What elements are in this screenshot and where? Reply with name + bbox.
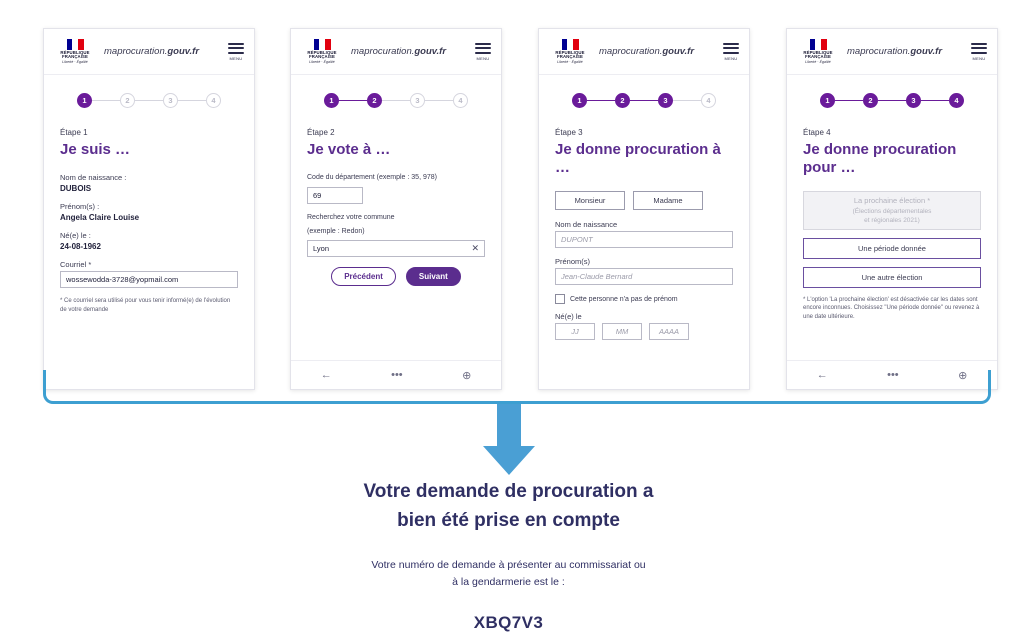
step-dot-2[interactable]: 2: [367, 93, 382, 108]
step2-body: [291, 116, 501, 286]
confirmation-heading: [299, 478, 719, 535]
hamburger-icon: [971, 43, 987, 54]
step-dot-3[interactable]: 3: [906, 93, 921, 108]
menu-label: MENU: [972, 55, 986, 61]
confirmation-heading-line2: bien été prise en compte: [397, 509, 620, 531]
menu-label: MENU: [476, 55, 490, 61]
department-input[interactable]: 69: [307, 187, 363, 204]
emblem-line2: FRANÇAISE: [309, 54, 335, 60]
step-dot-1[interactable]: 1: [572, 93, 587, 108]
phone-screen-step2: [290, 28, 502, 390]
step-line-2-3: [630, 100, 658, 102]
back-arrow-icon[interactable]: ←: [816, 369, 828, 381]
no-firstname-label: Cette personne n'a pas de prénom: [570, 295, 678, 303]
site-header: [44, 29, 254, 75]
phone-screen-step1: [43, 28, 255, 390]
option-next-election-line1: La prochaine élection *: [853, 196, 931, 205]
site-brand[interactable]: [599, 46, 694, 57]
step-dot-1[interactable]: 1: [324, 93, 339, 108]
hamburger-icon: [228, 43, 244, 54]
republique-francaise-emblem: [54, 37, 96, 66]
stepper-step3: [539, 75, 749, 116]
site-header: [291, 29, 501, 75]
mandatary-birth-label: Né(e) le: [555, 312, 582, 321]
back-arrow-icon[interactable]: ←: [320, 369, 332, 381]
step4-body: [787, 116, 997, 322]
phone-screen-step4: [786, 28, 998, 390]
birth-month-input[interactable]: MM: [602, 323, 642, 340]
emblem-line1: RÉPUBLIQUE: [60, 49, 90, 55]
step1-body: [44, 116, 254, 314]
site-brand[interactable]: [351, 46, 446, 57]
step-dot-1[interactable]: 1: [77, 93, 92, 108]
step-line-3-4: [178, 100, 206, 102]
lastname-value: DUBOIS: [60, 184, 92, 193]
confirmation-subtext: [344, 557, 674, 591]
option-next-election-line2: (Élections départementales: [852, 207, 932, 215]
menu-button[interactable]: [475, 43, 491, 61]
clear-x-icon[interactable]: ✕: [471, 243, 479, 254]
step-dot-3[interactable]: 3: [163, 93, 178, 108]
step2-nav-row: [307, 267, 485, 286]
site-header: [787, 29, 997, 75]
commune-input-value: Lyon: [313, 244, 329, 254]
site-name-light: maprocuration.: [351, 46, 415, 57]
step2-title: Je vote à …: [307, 141, 391, 158]
confirmation-heading-line1: Votre demande de procuration a: [363, 481, 654, 502]
step-dot-3[interactable]: 3: [658, 93, 673, 108]
firstname-label: Prénom(s) :: [60, 202, 100, 211]
step4-etape-label: Étape 4: [803, 128, 831, 137]
more-dots-icon[interactable]: •••: [391, 369, 403, 381]
civility-madame-button[interactable]: Madame: [633, 191, 703, 210]
step-line-1-2: [835, 100, 863, 102]
site-name-bold: gouv.fr: [167, 46, 200, 57]
step1-etape-label: Étape 1: [60, 128, 88, 137]
french-flag-icon: [67, 39, 84, 50]
step-dot-4[interactable]: 4: [453, 93, 468, 108]
birthdate-label: Né(e) le :: [60, 231, 91, 240]
confirmation-code: XBQ7V3: [473, 612, 544, 632]
commune-label-line2: (exemple : Redon): [307, 227, 365, 235]
hamburger-icon: [475, 43, 491, 54]
site-name-light: maprocuration.: [599, 46, 663, 57]
site-brand[interactable]: [104, 46, 199, 57]
site-name-bold: gouv.fr: [910, 46, 943, 57]
no-firstname-checkbox-row[interactable]: [555, 294, 733, 304]
mandatary-firstname-label: Prénom(s): [555, 257, 591, 266]
step-dot-2[interactable]: 2: [615, 93, 630, 108]
next-button[interactable]: Suivant: [406, 267, 461, 286]
french-flag-icon: [314, 39, 331, 50]
firstname-value: Angela Claire Louise: [60, 213, 140, 222]
email-label: Courriel *: [60, 260, 92, 269]
site-name-light: maprocuration.: [104, 46, 168, 57]
option-next-election-line3: et régionales 2021): [864, 216, 920, 224]
department-label: Code du département (exemple : 35, 978): [307, 174, 437, 181]
emblem-motto: Liberté · Égalité: [557, 59, 583, 64]
mandatary-lastname-input[interactable]: DUPONT: [555, 231, 733, 248]
commune-input[interactable]: [307, 240, 485, 257]
step-dot-4[interactable]: 4: [949, 93, 964, 108]
stepper-step1: [44, 75, 254, 116]
step-dot-3[interactable]: 3: [410, 93, 425, 108]
option-other-election-button[interactable]: Une autre élection: [803, 267, 981, 288]
step-line-2-3: [382, 100, 410, 102]
confirmation-subtext-line2: à la gendarmerie est le :: [452, 575, 565, 588]
hamburger-icon: [723, 43, 739, 54]
mandatary-lastname-label: Nom de naissance: [555, 220, 618, 229]
emblem-line1: RÉPUBLIQUE: [555, 49, 585, 55]
step-line-3-4: [425, 100, 453, 102]
globe-icon[interactable]: ⊕: [958, 369, 968, 382]
emblem-line1: RÉPUBLIQUE: [803, 49, 833, 55]
menu-label: MENU: [229, 55, 243, 61]
lastname-label: Nom de naissance :: [60, 173, 127, 182]
step-line-3-4: [673, 100, 701, 102]
birthdate-inputs: [555, 323, 733, 340]
step-line-2-3: [878, 100, 906, 102]
birth-day-input[interactable]: JJ: [555, 323, 595, 340]
site-name-bold: gouv.fr: [414, 46, 447, 57]
stepper-step2: [291, 75, 501, 116]
email-note: * Ce courriel sera utilisé pour vous tenir informé(e) de l'évolution de votre demande: [60, 298, 231, 313]
step-dot-4[interactable]: 4: [206, 93, 221, 108]
menu-button[interactable]: [723, 43, 739, 61]
commune-label-line1: Recherchez votre commune: [307, 213, 395, 221]
globe-icon[interactable]: ⊕: [462, 369, 472, 382]
mandatary-firstname-input[interactable]: Jean-Claude Bernard: [555, 268, 733, 285]
republique-francaise-emblem: [797, 37, 839, 66]
site-name-bold: gouv.fr: [662, 46, 695, 57]
emblem-motto: Liberté · Égalité: [309, 59, 335, 64]
emblem-line2: FRANÇAISE: [62, 54, 88, 60]
site-header: [539, 29, 749, 75]
step-line-1-2: [339, 100, 367, 102]
step-line-1-2: [587, 100, 615, 102]
menu-button[interactable]: [971, 43, 987, 61]
step-dot-4[interactable]: 4: [701, 93, 716, 108]
emblem-line1: RÉPUBLIQUE: [307, 49, 337, 55]
phone-screen-step3: [538, 28, 750, 390]
menu-label: MENU: [724, 55, 738, 61]
step3-body: [539, 116, 749, 340]
more-dots-icon[interactable]: •••: [887, 369, 899, 381]
step-line-1-2: [92, 100, 120, 102]
option-next-election-button: [803, 191, 981, 230]
site-name-light: maprocuration.: [847, 46, 911, 57]
confirmation-block: [0, 478, 1017, 633]
emblem-line2: FRANÇAISE: [557, 54, 583, 60]
emblem-motto: Liberté · Égalité: [805, 59, 831, 64]
step4-title: Je donne procuration pour …: [803, 141, 957, 176]
step-line-2-3: [135, 100, 163, 102]
civility-choice-row: [555, 191, 733, 210]
step3-etape-label: Étape 3: [555, 128, 583, 137]
option-given-period-button[interactable]: Une période donnée: [803, 238, 981, 259]
french-flag-icon: [810, 39, 827, 50]
stepper-step4: [787, 75, 997, 116]
step-dot-2[interactable]: 2: [120, 93, 135, 108]
birthdate-value: 24-08-1962: [60, 242, 101, 251]
civility-monsieur-button[interactable]: Monsieur: [555, 191, 625, 210]
step1-title: Je suis …: [60, 141, 131, 158]
republique-francaise-emblem: [549, 37, 591, 66]
republique-francaise-emblem: [301, 37, 343, 66]
confirmation-subtext-line1: Votre numéro de demande à présenter au commissariat ou: [371, 559, 646, 571]
flow-bracket: [43, 370, 991, 404]
emblem-motto: Liberté · Égalité: [62, 59, 88, 64]
step-dot-1[interactable]: 1: [820, 93, 835, 108]
birth-year-input[interactable]: AAAA: [649, 323, 689, 340]
step-dot-2[interactable]: 2: [863, 93, 878, 108]
step2-etape-label: Étape 2: [307, 128, 335, 137]
previous-button[interactable]: Précédent: [331, 267, 396, 286]
email-input[interactable]: wossewodda-3728@yopmail.com: [60, 271, 238, 288]
french-flag-icon: [562, 39, 579, 50]
flow-arrow-icon: [481, 404, 537, 476]
step3-title: Je donne procuration à …: [555, 141, 721, 176]
site-brand[interactable]: [847, 46, 942, 57]
checkbox-icon[interactable]: [555, 294, 565, 304]
menu-button[interactable]: [228, 43, 244, 61]
step-line-3-4: [921, 100, 949, 102]
emblem-line2: FRANÇAISE: [805, 54, 831, 60]
step4-note: * L'option 'La prochaine élection' est désactivée car les dates sont encore inconnues. Choisissez "Une période donnée" ou revenez à une date ultérieure.: [803, 296, 980, 321]
